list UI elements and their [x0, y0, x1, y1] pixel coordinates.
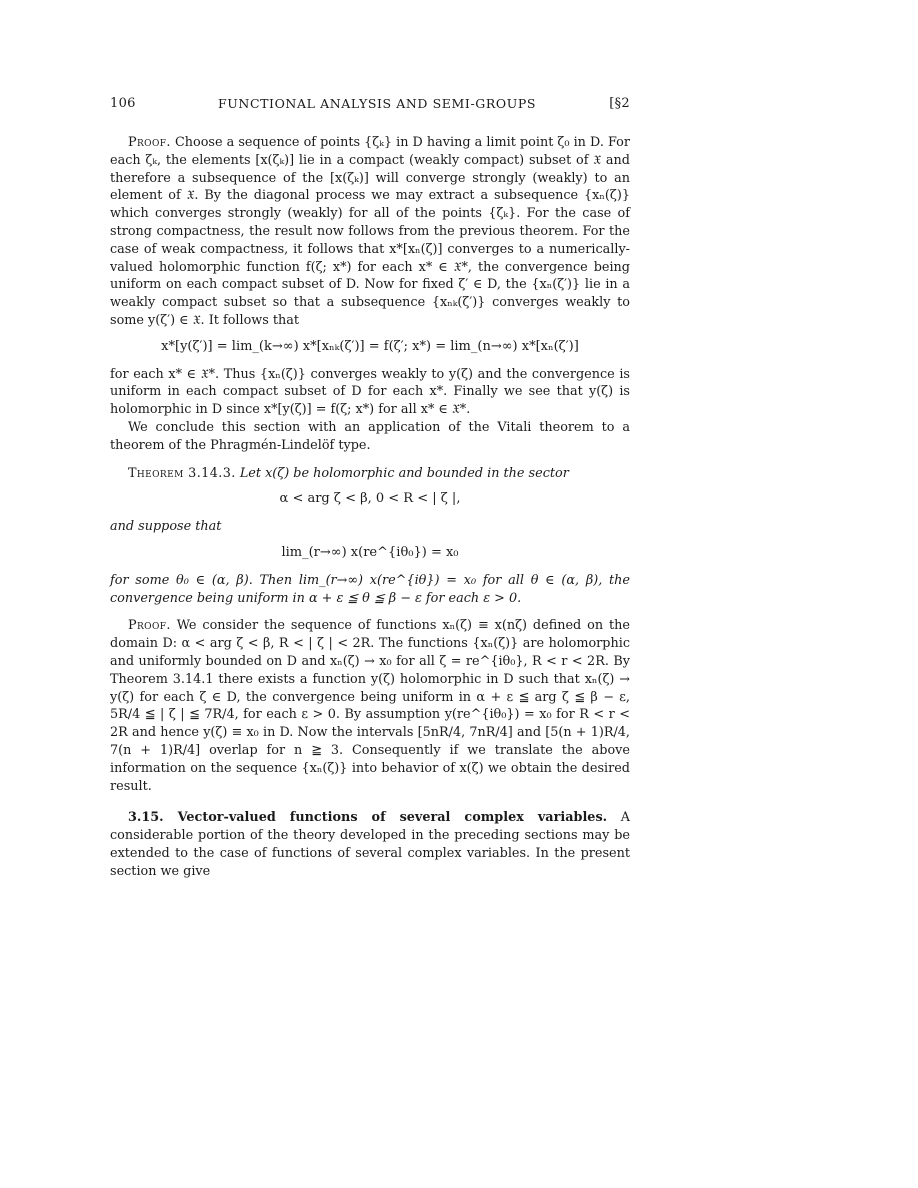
theorem-conclusion: for some θ₀ ∈ (α, β). Then lim_(r→∞) x(re^{iθ}) = x₀ for all θ ∈ (α, β), the convergence being uniform in α + ε ≦ θ ≦ β − ε for each ε > 0.: [110, 572, 630, 606]
page-body: [110, 134, 630, 880]
header-title: FUNCTIONAL ANALYSIS AND SEMI-GROUPS: [218, 96, 537, 111]
page-number: 106: [110, 96, 136, 111]
book-page: [110, 96, 630, 879]
proof-label: Proof.: [128, 135, 171, 150]
proof-text: Choose a sequence of points {ζₖ} in D having a limit point ζ₀ in D. For each ζₖ, the elements [x(ζₖ)] lie in a compact (weakly compact) subset of 𝔛 and therefore a subsequence of the [x(ζₖ)] will converge strongly (weakly) to an element of 𝔛. By the diagonal process we may extract a subsequence {xₙ(ζ)} which converges strongly (weakly) for all of the points {ζₖ}. For the case of strong compactness, the result now follows from the previous theorem. For the case of weak compactness, it follows that x*[xₙ(ζ)] converges to a numerically-valued holomorphic function f(ζ; x*) for each x* ∈ 𝔛*, the convergence being uniform on each compact subset of D. Now for fixed ζ′ ∈ D, the {xₙ(ζ′)} lie in a weakly compact subset so that a subsequence {xₙₖ(ζ′)} converges weakly to some y(ζ′) ∈ 𝔛. It follows that: [110, 135, 630, 328]
running-header: [110, 96, 630, 118]
intro-paragraph: We conclude this section with an application of the Vitali theorem to a theorem of the Phragmén-Lindelöf type.: [110, 419, 630, 453]
theorem-label: Theorem 3.14.3.: [128, 465, 236, 481]
display-equation-3: lim_(r→∞) x(re^{iθ₀}) = x₀: [281, 544, 459, 560]
proof-label-2: Proof.: [128, 618, 171, 634]
theorem-connector: and suppose that: [110, 519, 222, 535]
section-heading: 3.15. Vector-valued functions of several complex variables.: [128, 810, 608, 826]
proof-paragraph-2: [110, 617, 630, 795]
theorem-statement: [110, 465, 630, 483]
proof-continuation: for each x* ∈ 𝔛*. Thus {xₙ(ζ)} converges weakly to y(ζ) and the convergence is uniform in each compact subset of D for each x*. Finally we see that y(ζ) is holomorphic in D since x*[y(ζ)] = f(ζ; x*) for all x* ∈ 𝔛*.: [110, 366, 630, 418]
header-section: [§2: [609, 96, 630, 111]
proof-text-2: We consider the sequence of functions xₙ(ζ) ≡ x(nζ) defined on the domain D: α < arg ζ < β, R < | ζ | < 2R. The functions {xₙ(ζ)} are holomorphic and uniformly bounded on D and xₙ(ζ) → x₀ for all ζ = re^{iθ₀}, R < r < 2R. By Theorem 3.14.1 there exists a function y(ζ) holomorphic in D such that xₙ(ζ) → y(ζ) for each ζ ∈ D, the convergence being uniform in α + ε ≦ arg ζ ≦ β − ε, 5R/4 ≦ | ζ | ≦ 7R/4, for each ε > 0. By assumption y(re^{iθ₀}) = x₀ for R < r < 2R and hence y(ζ) ≡ x₀ in D. Now the intervals [5nR/4, 7nR/4] and [5(n + 1)R/4, 7(n + 1)R/4] overlap for n ≧ 3. Consequently if we translate the above information on the sequence {xₙ(ζ)} into behavior of x(ζ) we obtain the desired result.: [110, 618, 630, 794]
proof-paragraph-1: [110, 134, 630, 330]
section-text: A considerable portion of the theory developed in the preceding sections may be extended to the case of functions of several complex variables. In the present section we give: [110, 810, 630, 879]
display-equation-1: x*[y(ζ′)] = lim_(k→∞) x*[xₙₖ(ζ′)] = f(ζ′; x*) = lim_(n→∞) x*[xₙ(ζ′)]: [161, 338, 579, 354]
theorem-text: Let x(ζ) be holomorphic and bounded in the sector: [239, 465, 569, 481]
display-equation-2: α < arg ζ < β, 0 < R < | ζ |,: [279, 491, 461, 507]
section-paragraph: [110, 809, 630, 880]
